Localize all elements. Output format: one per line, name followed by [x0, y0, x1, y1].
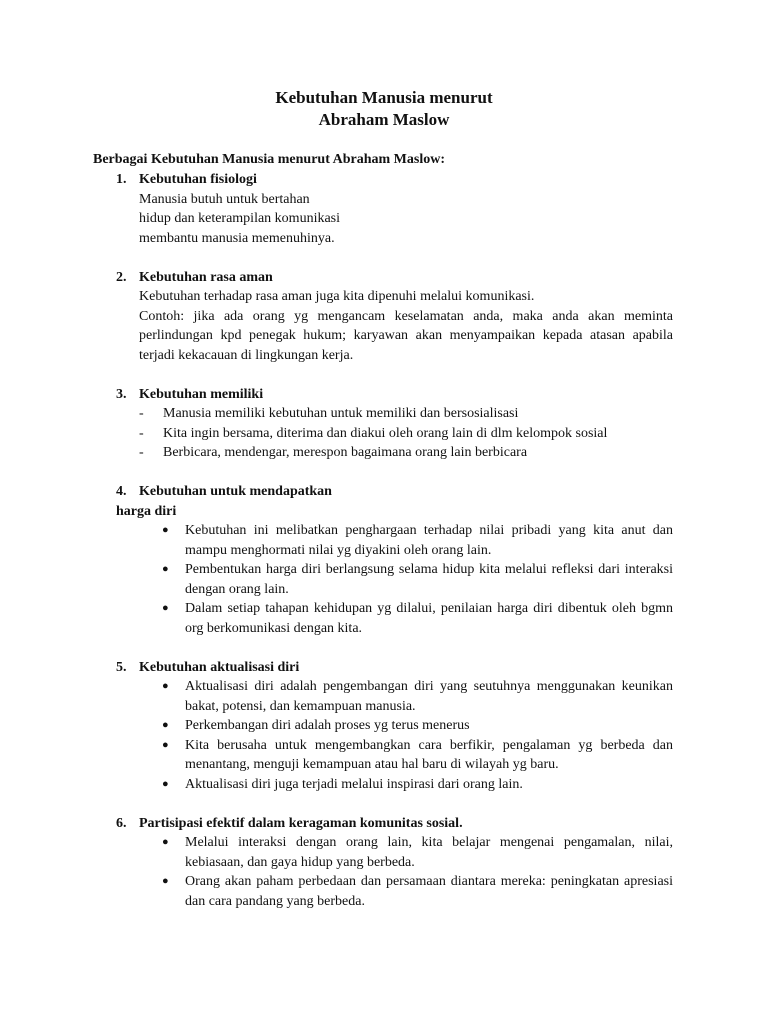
section-heading: Kebutuhan rasa aman — [139, 269, 273, 285]
list-item — [139, 443, 673, 463]
list-item — [162, 736, 673, 775]
section-5 — [116, 658, 673, 795]
bullet-marker: ● — [162, 602, 169, 614]
list-item-text: Manusia memiliki kebutuhan untuk memiliki dan bersosialisasi — [163, 406, 519, 421]
list-item — [162, 833, 673, 872]
list-item-text: Dalam setiap tahapan kehidupan yg dilalui, penilaian harga diri dibentuk oleh bgmn org berkomunikasi dengan kita. — [185, 601, 673, 636]
dash-marker: - — [139, 445, 144, 460]
body-line: hidup dan keterampilan komunikasi — [139, 211, 341, 226]
bullet-marker: ● — [162, 777, 169, 790]
list-item — [162, 872, 673, 911]
section-4 — [116, 482, 673, 638]
section-heading: Partisipasi efektif dalam keragaman komunitas sosial. — [139, 815, 463, 831]
list-item — [162, 677, 673, 716]
section-number: 5. — [116, 659, 127, 675]
section-number: 4. — [116, 484, 127, 499]
list-item-text: Perkembangan diri adalah proses yg terus menerus — [185, 718, 470, 733]
bullet-marker: ● — [162, 719, 169, 731]
bullet-list — [162, 677, 673, 794]
list-item-text: Aktualisasi diri juga terjadi melalui inspirasi dari orang lain. — [185, 776, 523, 792]
list-item — [162, 521, 673, 560]
dash-marker: - — [139, 406, 144, 421]
bullet-marker: ● — [162, 875, 169, 887]
title-line-2: Abraham Maslow — [318, 110, 450, 129]
list-item-text: Melalui interaksi dengan orang lain, kita belajar mengenai pengamalan, nilai, kebiasaan, dan gaya hidup yang berbeda. — [185, 835, 673, 870]
body-line: Kebutuhan terhadap rasa aman juga kita dipenuhi melalui komunikasi. — [139, 289, 535, 304]
bullet-marker: ● — [162, 524, 169, 536]
list-item-text: Kebutuhan ini melibatkan penghargaan terhadap nilai pribadi yang kita anut dan mampu menghormati nilai yg diyakini oleh orang lain. — [185, 523, 673, 558]
section-2 — [116, 268, 673, 366]
bullet-marker: ● — [162, 836, 169, 848]
dash-marker: - — [139, 425, 144, 441]
list-item-text: Kita berusaha untuk mengembangkan cara berfikir, pengalaman yg berbeda dan menantang, menguji kemampuan atau hal baru di wilayah yg baru. — [185, 737, 673, 772]
body-line: Manusia butuh untuk bertahan — [139, 191, 310, 207]
section-3 — [116, 385, 673, 463]
bullet-marker: ● — [162, 738, 169, 751]
section-body — [139, 287, 673, 365]
section-body — [139, 190, 673, 249]
page-title — [0, 87, 768, 131]
list-item — [162, 716, 673, 736]
dash-list — [139, 404, 673, 463]
section-heading: Kebutuhan aktualisasi diri — [139, 659, 300, 675]
intro-heading: Berbagai Kebutuhan Manusia menurut Abraham Maslow: — [93, 152, 445, 167]
section-heading-line-2: harga diri — [116, 503, 177, 519]
list-item — [139, 404, 673, 424]
section-number: 1. — [116, 172, 127, 187]
section-number: 3. — [116, 386, 127, 402]
list-item-text: Aktualisasi diri adalah pengembangan diri yang seutuhnya menggunakan keunikan bakat, potensi, dan kemampuan manusia. — [185, 679, 673, 714]
section-number: 2. — [116, 269, 127, 285]
bullet-marker: ● — [162, 563, 169, 575]
bullet-list — [162, 521, 673, 638]
section-heading: Kebutuhan fisiologi — [139, 172, 257, 187]
list-item — [162, 775, 673, 795]
list-item — [139, 424, 673, 444]
section-6 — [116, 814, 673, 912]
sections-list — [116, 170, 673, 931]
body-line: Contoh: jika ada orang yg mengancam keselamatan anda, maka anda akan meminta perlindungan kpd penegak hukum; karyawan akan menyampaikan kepada atasan apabila terjadi kekacauan di lingkungan kerja. — [139, 308, 673, 363]
section-heading: Kebutuhan memiliki — [139, 386, 264, 402]
section-1 — [116, 170, 673, 248]
body-line: membantu manusia memenuhinya. — [139, 230, 335, 246]
title-line-1: Kebutuhan Manusia menurut — [275, 88, 493, 107]
bullet-list — [162, 833, 673, 911]
list-item-text: Orang akan paham perbedaan dan persamaan diantara mereka: peningkatan apresiasi dan cara pandang yang berbeda. — [185, 874, 673, 909]
list-item — [162, 599, 673, 638]
section-number: 6. — [116, 815, 127, 831]
list-item — [162, 560, 673, 599]
bullet-marker: ● — [162, 680, 169, 692]
section-heading: Kebutuhan untuk mendapatkan — [139, 484, 332, 499]
list-item-text: Berbicara, mendengar, merespon bagaimana orang lain berbicara — [163, 445, 528, 460]
list-item-text: Kita ingin bersama, diterima dan diakui oleh orang lain di dlm kelompok sosial — [163, 425, 608, 441]
list-item-text: Pembentukan harga diri berlangsung selama hidup kita melalui refleksi dari interaksi dengan orang lain. — [185, 562, 673, 597]
